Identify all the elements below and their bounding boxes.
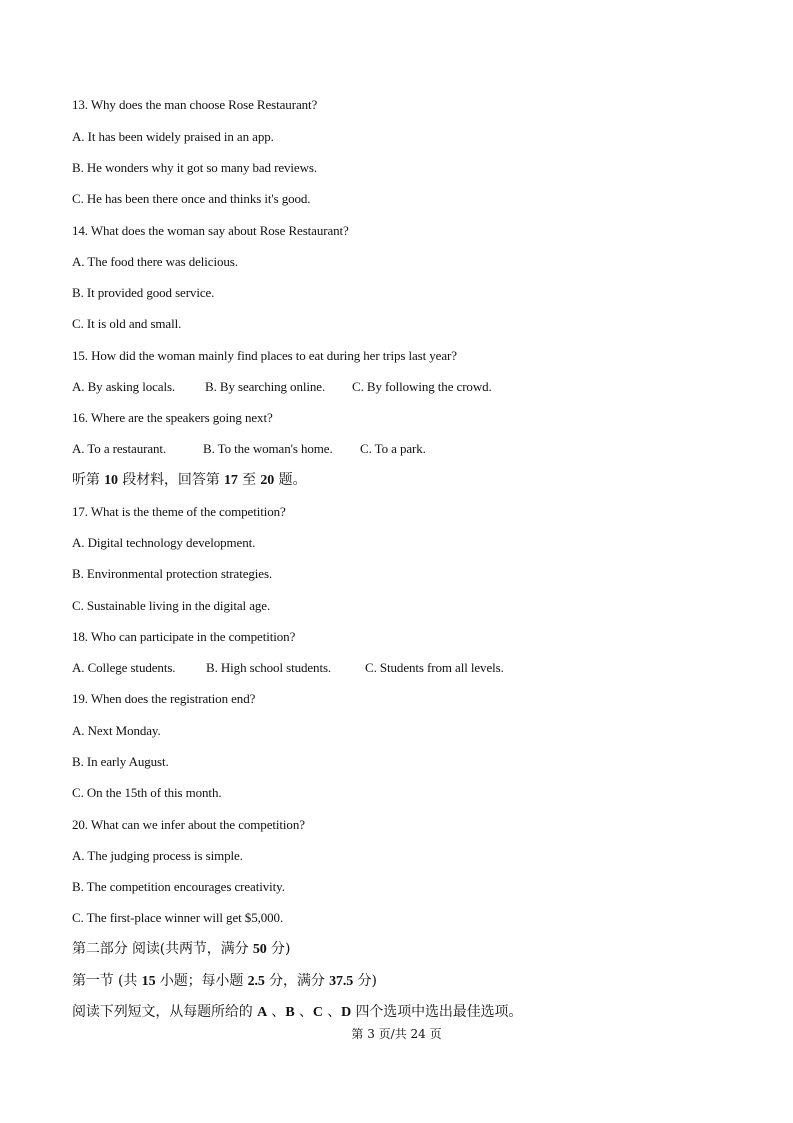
question-17-option-a: A. Digital technology development. [72, 535, 256, 550]
question-18-option-c: C. Students from all levels. [365, 660, 504, 675]
question-16-option-a: A. To a restaurant. [72, 441, 167, 456]
question-20-option-c: C. The first-place winner will get $5,000. [72, 910, 284, 925]
passage-10-heading: 听第 10 段材料，回答第 17 至 20 题。 [72, 472, 307, 488]
question-20-option-b: B. The competition encourages creativity. [72, 879, 285, 894]
question-15-options [72, 379, 492, 395]
question-18-option-b: B. High school students. [206, 660, 332, 675]
question-15-option-a: A. By asking locals. [72, 379, 176, 394]
question-17-stem: 17. What is the theme of the competition? [72, 504, 286, 519]
reading-instruction: 阅读下列短文，从每题所给的 A 、B 、C 、D 四个选项中选出最佳选项。 [72, 1004, 523, 1020]
question-15-option-c: C. By following the crowd. [352, 379, 492, 394]
question-14-option-a: A. The food there was delicious. [72, 254, 238, 269]
question-16-option-b: B. To the woman's home. [203, 441, 333, 456]
question-13-option-b: B. He wonders why it got so many bad reviews. [72, 160, 317, 175]
section-1-heading: 第一节 (共 15 小题；每小题 2.5 分，满分 37.5 分) [72, 973, 377, 989]
question-13-option-a: A. It has been widely praised in an app. [72, 129, 274, 144]
question-19-option-b: B. In early August. [72, 754, 169, 769]
question-18-option-a: A. College students. [72, 660, 176, 675]
question-17-option-b: B. Environmental protection strategies. [72, 566, 273, 581]
question-14-option-b: B. It provided good service. [72, 285, 215, 300]
question-13-option-c: C. He has been there once and thinks it's good. [72, 191, 311, 206]
question-14-option-c: C. It is old and small. [72, 316, 182, 331]
question-20-option-a: A. The judging process is simple. [72, 848, 243, 863]
question-19-option-c: C. On the 15th of this month. [72, 785, 222, 800]
question-17-option-c: C. Sustainable living in the digital age. [72, 598, 271, 613]
question-18-stem: 18. Who can participate in the competition? [72, 629, 296, 644]
question-19-option-a: A. Next Monday. [72, 723, 161, 738]
question-20-stem: 20. What can we infer about the competition? [72, 817, 305, 832]
question-15-option-b: B. By searching online. [205, 379, 326, 394]
question-13-stem: 13. Why does the man choose Rose Restaurant? [72, 97, 318, 112]
question-15-stem: 15. How did the woman mainly find places to eat during her trips last year? [72, 348, 457, 363]
question-16-option-c: C. To a park. [360, 441, 426, 456]
question-16-options [72, 441, 426, 457]
question-14-stem: 14. What does the woman say about Rose Restaurant? [72, 223, 349, 238]
page-number-footer: 第 3 页/共 24 页 [351, 1027, 442, 1041]
question-19-stem: 19. When does the registration end? [72, 691, 256, 706]
question-16-stem: 16. Where are the speakers going next? [72, 410, 273, 425]
question-18-options [72, 660, 504, 676]
part-2-heading: 第二部分 阅读(共两节，满分 50 分) [72, 941, 291, 957]
